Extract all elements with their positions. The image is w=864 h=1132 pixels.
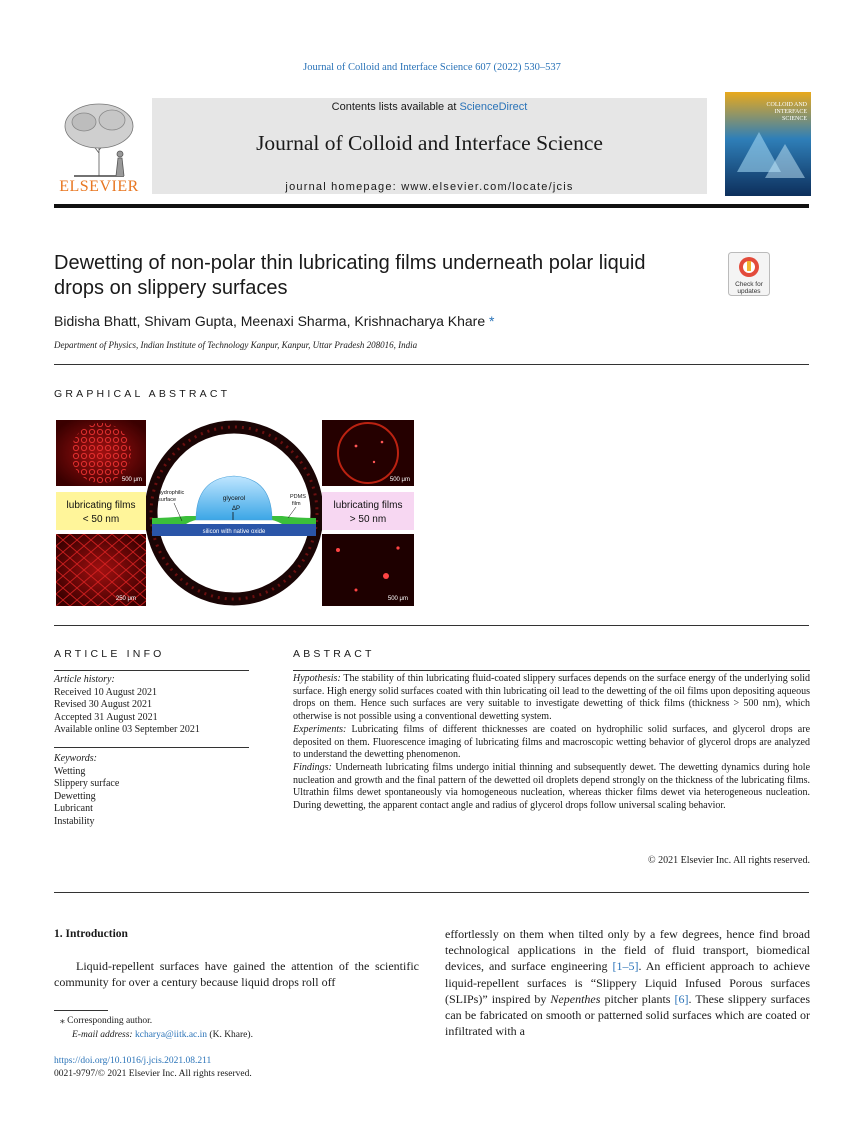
doi-link[interactable]: https://doi.org/10.1016/j.jcis.2021.08.211 bbox=[54, 1056, 212, 1066]
divider bbox=[54, 670, 249, 671]
divider bbox=[54, 892, 809, 893]
divider bbox=[54, 625, 809, 626]
cover-line-1: COLLOID AND bbox=[766, 102, 807, 108]
pdms-label-1: PDMS bbox=[290, 494, 306, 500]
findings-label: Findings: bbox=[293, 761, 332, 773]
email-link[interactable]: kcharya@iitk.ac.in bbox=[134, 1030, 208, 1040]
reference-link-6[interactable]: [6] bbox=[674, 991, 689, 1006]
journal-homepage bbox=[152, 181, 707, 193]
experiments-label: Experiments: bbox=[293, 723, 347, 735]
journal-title: Journal of Colloid and Interface Science bbox=[256, 131, 603, 155]
footnote bbox=[54, 1014, 253, 1042]
hypothesis-text: The stability of thin lubricating fluid-coated slippery surfaces depends on the surface energy of the underlying solid surface. High energy solid surfaces coated with thin lubricating oil lead to the dewetting of the oil films upon depositing aqueous drops on them. Hence such surfaces are very suitable to investigate dewetting of thick films (thickness > 500 nm), which otherwise is not possible using a conventional dewetting system. bbox=[293, 673, 810, 723]
experiments-text: Lubricating films of different thicknesses are coated on hydrophilic solid surfaces, and glycerol drops are deposited on them. Fluorescence imaging of lubricating films and macroscopic wetting behavior of glycerol drops are analyzed to understand the dewetting phenomenon. bbox=[293, 723, 811, 761]
graphical-abstract-heading: GRAPHICAL ABSTRACT bbox=[54, 388, 231, 400]
keyword-item: Dewetting bbox=[54, 790, 96, 802]
sciencedirect-link[interactable]: ScienceDirect bbox=[459, 101, 528, 113]
author-list bbox=[54, 313, 494, 329]
abstract-experiments bbox=[293, 724, 810, 762]
divider bbox=[293, 670, 810, 671]
history-label: Article history: bbox=[54, 674, 115, 685]
scale-bar-top-right: 500 μm bbox=[389, 477, 410, 483]
check-for-updates-badge[interactable] bbox=[728, 252, 770, 296]
thick-film-label-1: lubricating films bbox=[333, 500, 403, 511]
intro-paragraph: Liquid-repellent surfaces have gained the attention of the scientific community for over a century because liquid drops roll off bbox=[54, 959, 419, 990]
divider bbox=[54, 364, 809, 365]
footnote-mark: ⁎ bbox=[60, 1016, 65, 1026]
corresponding-author-mark[interactable]: * bbox=[489, 313, 495, 329]
article-info-heading: ARTICLE INFO bbox=[54, 648, 165, 660]
introduction-heading: 1. Introduction bbox=[54, 928, 128, 940]
intro-text-a: effortlessly on them when tilted only by a few degrees, hence find broad technological applications in the field of fluid transport, biomedical devices, and surface engineering bbox=[445, 927, 810, 974]
abstract-findings bbox=[293, 762, 810, 813]
intro-text-d: . These slippery surfaces can be fabricated on smooth or patterned solid surfaces which are coated or infiltrated with a bbox=[445, 991, 810, 1039]
hydrophilic-label-2: surface bbox=[158, 497, 177, 503]
cover-line-3: SCIENCE bbox=[781, 116, 807, 122]
keywords bbox=[54, 753, 254, 828]
journal-cover-image[interactable] bbox=[725, 92, 811, 196]
article-history bbox=[54, 674, 254, 737]
author-names: Bidisha Bhatt, Shivam Gupta, Meenaxi Sharma, Krishnacharya Khare bbox=[54, 313, 486, 329]
email-suffix: (K. Khare). bbox=[207, 1030, 253, 1040]
online-date: Available online 03 September 2021 bbox=[54, 724, 200, 735]
scale-bar-bottom-left: 250 μm bbox=[115, 596, 136, 602]
article-title-line-2: drops on slippery surfaces bbox=[54, 277, 288, 299]
hypothesis-label: Hypothesis: bbox=[293, 673, 341, 684]
revised-date: Revised 30 August 2021 bbox=[54, 699, 153, 710]
intro-column-1 bbox=[54, 958, 419, 990]
check-updates-line-1: Check for bbox=[735, 281, 763, 288]
glycerol-label: glycerol bbox=[222, 495, 246, 502]
intro-paragraph-continued bbox=[445, 926, 810, 1039]
homepage-prefix: journal homepage: bbox=[285, 181, 402, 193]
abstract-hypothesis bbox=[293, 673, 810, 724]
pressure-label: ΔP bbox=[231, 506, 241, 512]
accepted-date: Accepted 31 August 2021 bbox=[54, 711, 158, 723]
issn-copyright: 0021-9797/© 2021 Elsevier Inc. All rights reserved. bbox=[54, 1068, 252, 1079]
abstract-copyright: © 2021 Elsevier Inc. All rights reserved. bbox=[647, 855, 810, 866]
contents-prefix: Contents lists available at bbox=[331, 101, 460, 113]
abstract-body bbox=[293, 673, 810, 813]
thick-film-label-2: > 50 nm bbox=[349, 514, 387, 525]
graphical-abstract-figure bbox=[56, 420, 414, 606]
corresponding-note bbox=[54, 1014, 253, 1028]
pdms-label-2: film bbox=[292, 501, 301, 507]
abstract-heading: ABSTRACT bbox=[293, 648, 375, 660]
keyword-item: Lubricant bbox=[54, 803, 93, 814]
email-note bbox=[54, 1028, 253, 1042]
keywords-label: Keywords: bbox=[54, 753, 97, 764]
received-date: Received 10 August 2021 bbox=[54, 686, 158, 698]
intro-text-italic: Nepenthes bbox=[550, 991, 601, 1006]
journal-citation[interactable]: Journal of Colloid and Interface Science 607 (2022) 530–537 bbox=[303, 62, 561, 73]
contents-line bbox=[152, 101, 707, 113]
thin-film-label-2: < 50 nm bbox=[82, 514, 120, 525]
homepage-url[interactable]: www.elsevier.com/locate/jcis bbox=[401, 181, 574, 193]
elsevier-wordmark: ELSEVIER bbox=[59, 178, 139, 195]
findings-text: Underneath lubricating films undergo initial thinning and subsequently dewet. The dewetting dynamics during hole nucleation and growth and the final pattern of the dewetted oil droplets depend strongly on the thickness of the lubricating films. Ultrathin films dewet spontaneously via homogeneous nucleation, whereas thicker films dewet via heterogeneous nucleation. During dewetting, the apparent contact angle and radius of glycerol drops follow universal scaling behavior. bbox=[293, 761, 811, 812]
intro-text-c: pitcher plants bbox=[600, 991, 675, 1006]
footnote-corresponding: Corresponding author. bbox=[67, 1016, 153, 1026]
substrate-label: silicon with native oxide bbox=[202, 529, 266, 535]
divider bbox=[54, 747, 249, 748]
article-title bbox=[54, 251, 714, 301]
intro-column-2 bbox=[445, 926, 810, 1039]
cover-line-2: INTERFACE bbox=[774, 109, 807, 115]
email-label: E-mail address: bbox=[72, 1030, 135, 1040]
scale-bar-bottom-right: 500 μm bbox=[387, 596, 408, 602]
keyword-item: Wetting bbox=[54, 765, 86, 777]
hydrophilic-label-1: hydrophilic bbox=[158, 490, 185, 496]
footnote-rule bbox=[54, 1010, 108, 1011]
header-rule bbox=[54, 204, 809, 208]
scale-bar-top-left: 500 μm bbox=[121, 477, 142, 483]
affiliation: Department of Physics, Indian Institute of Technology Kanpur, Kanpur, Uttar Pradesh 208016, India bbox=[54, 340, 418, 350]
article-title-line-1: Dewetting of non-polar thin lubricating films underneath polar liquid bbox=[54, 252, 646, 274]
thin-film-label-1: lubricating films bbox=[66, 500, 136, 511]
intro-text-b: . An efficient approach to achieve liquid-repellent surfaces is “Slippery Liquid Infused Porous surfaces (SLIPs)” inspired by bbox=[445, 959, 810, 1006]
keyword-item: Instability bbox=[54, 815, 95, 827]
reference-link-1-5[interactable]: [1–5] bbox=[612, 959, 639, 974]
check-updates-line-2: updates bbox=[737, 288, 761, 295]
doi-block bbox=[54, 1055, 252, 1080]
keyword-item: Slippery surface bbox=[54, 778, 120, 789]
